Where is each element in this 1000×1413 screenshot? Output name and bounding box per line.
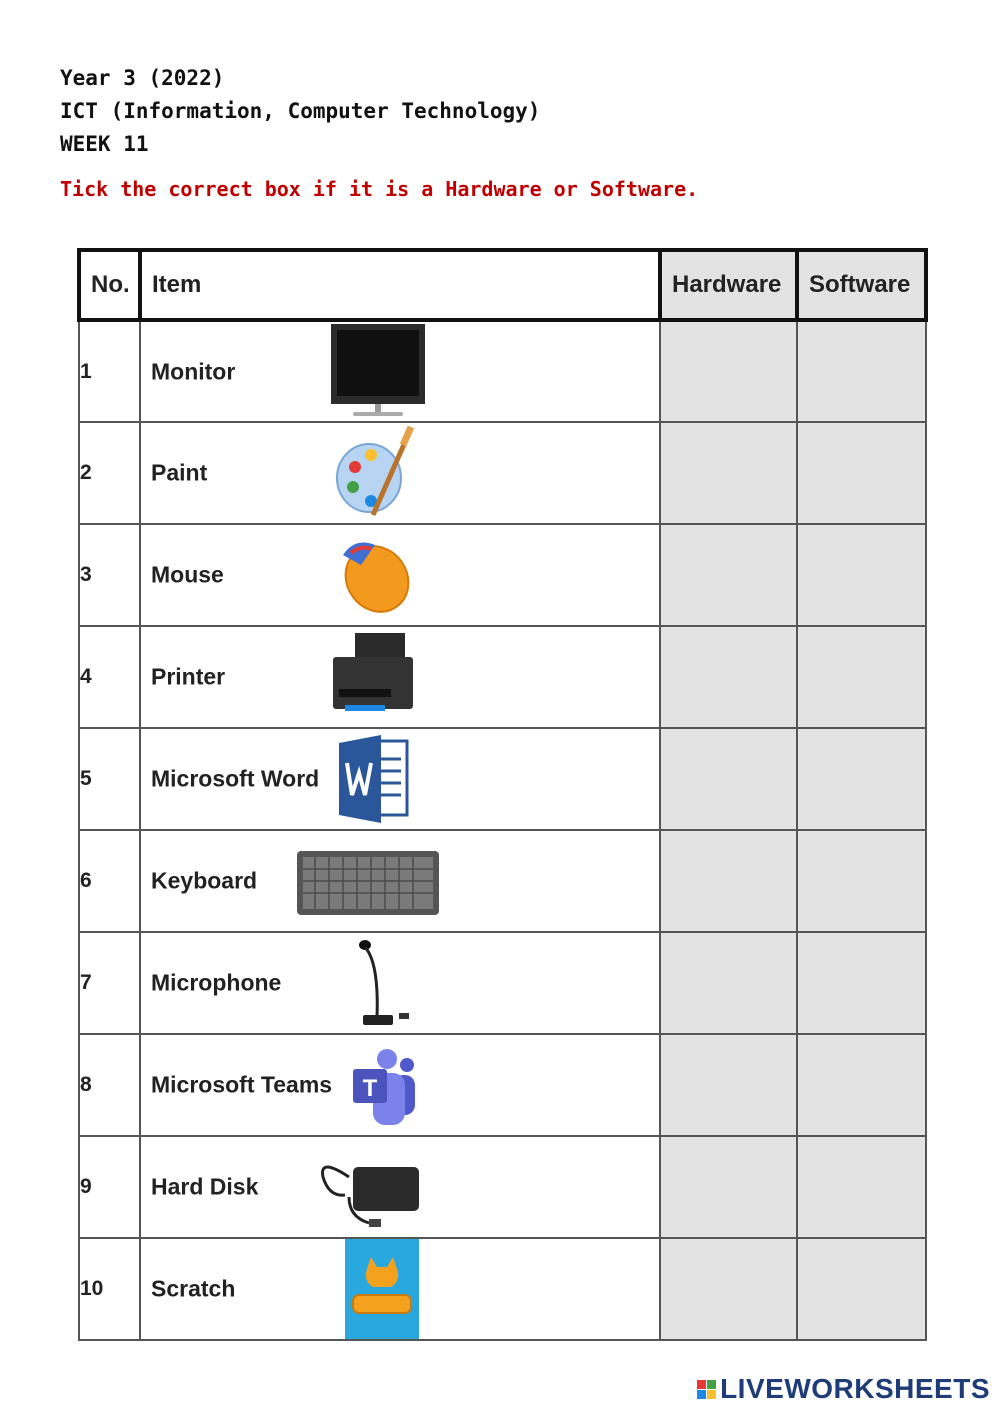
hardware-software-table [77, 248, 928, 1341]
item-label: Microsoft Teams [151, 1071, 333, 1098]
item-label: Paint [151, 459, 208, 486]
monitor-icon [329, 322, 429, 422]
table-row [79, 830, 926, 932]
row-number: 9 [79, 1136, 140, 1238]
software-checkbox[interactable] [797, 320, 926, 422]
item-cell [140, 1034, 660, 1136]
software-checkbox[interactable] [797, 626, 926, 728]
hardware-checkbox[interactable] [660, 932, 797, 1034]
table-row [79, 626, 926, 728]
microphone-icon [351, 933, 421, 1033]
header-hardware: Hardware [660, 250, 797, 320]
header-item: Item [140, 250, 660, 320]
row-number: 4 [79, 626, 140, 728]
paint-palette-icon [331, 423, 421, 523]
item-label: Monitor [151, 358, 236, 384]
hardware-checkbox[interactable] [660, 830, 797, 932]
hardware-checkbox[interactable] [660, 1034, 797, 1136]
instruction-text: Tick the correct box if it is a Hardware or Software. [60, 177, 699, 201]
svg-text:T: T [362, 1075, 378, 1102]
item-label: Microphone [151, 969, 282, 996]
printer-icon [327, 627, 419, 727]
header-software: Software [797, 250, 926, 320]
mouse-icon [331, 525, 421, 625]
header-no: No. [79, 250, 140, 320]
brand-name: LIVEWORKSHEETS [720, 1373, 990, 1404]
row-number: 2 [79, 422, 140, 524]
item-cell [140, 728, 660, 830]
software-checkbox[interactable] [797, 830, 926, 932]
row-number: 5 [79, 728, 140, 830]
liveworksheets-logo [697, 1373, 990, 1405]
item-cell [140, 524, 660, 626]
row-number: 8 [79, 1034, 140, 1136]
hardware-checkbox[interactable] [660, 728, 797, 830]
item-label: Printer [151, 663, 226, 690]
row-number: 10 [79, 1238, 140, 1340]
item-cell [140, 422, 660, 524]
software-checkbox[interactable] [797, 1238, 926, 1340]
table-row [79, 1034, 926, 1136]
hardware-checkbox[interactable] [660, 626, 797, 728]
hardware-checkbox[interactable] [660, 1238, 797, 1340]
item-cell [140, 320, 660, 422]
item-label: Microsoft Word [151, 765, 320, 792]
hardware-checkbox[interactable] [660, 1136, 797, 1238]
hardware-checkbox[interactable] [660, 320, 797, 422]
item-label: Mouse [151, 561, 224, 588]
table-row [79, 728, 926, 830]
scratch-icon [345, 1239, 419, 1339]
item-label: Scratch [151, 1275, 236, 1302]
hardware-checkbox[interactable] [660, 422, 797, 524]
microsoft-teams-icon [349, 1035, 419, 1135]
item-cell [140, 1136, 660, 1238]
row-number: 7 [79, 932, 140, 1034]
item-cell [140, 830, 660, 932]
item-cell [140, 626, 660, 728]
row-number: 6 [79, 830, 140, 932]
keyboard-icon [295, 831, 441, 931]
subject-line: ICT (Information, Computer Technology) [60, 99, 541, 123]
hardware-checkbox[interactable] [660, 524, 797, 626]
table-row [79, 932, 926, 1034]
microsoft-word-icon [337, 729, 413, 829]
item-label: Hard Disk [151, 1173, 259, 1200]
row-number: 3 [79, 524, 140, 626]
table-row [79, 320, 926, 422]
software-checkbox[interactable] [797, 932, 926, 1034]
hard-disk-icon [309, 1137, 425, 1237]
item-cell [140, 932, 660, 1034]
item-label: Keyboard [151, 867, 258, 894]
week-line: WEEK 11 [60, 132, 149, 156]
software-checkbox[interactable] [797, 728, 926, 830]
software-checkbox[interactable] [797, 422, 926, 524]
table-row [79, 422, 926, 524]
item-cell [140, 1238, 660, 1340]
software-checkbox[interactable] [797, 524, 926, 626]
software-checkbox[interactable] [797, 1136, 926, 1238]
year-line: Year 3 (2022) [60, 66, 225, 90]
liveworksheets-icon [697, 1380, 716, 1399]
table-row [79, 1136, 926, 1238]
worksheet-header [60, 62, 540, 161]
row-number: 1 [79, 320, 140, 422]
table-header-row [79, 250, 926, 320]
table-row [79, 1238, 926, 1340]
table-row [79, 524, 926, 626]
software-checkbox[interactable] [797, 1034, 926, 1136]
